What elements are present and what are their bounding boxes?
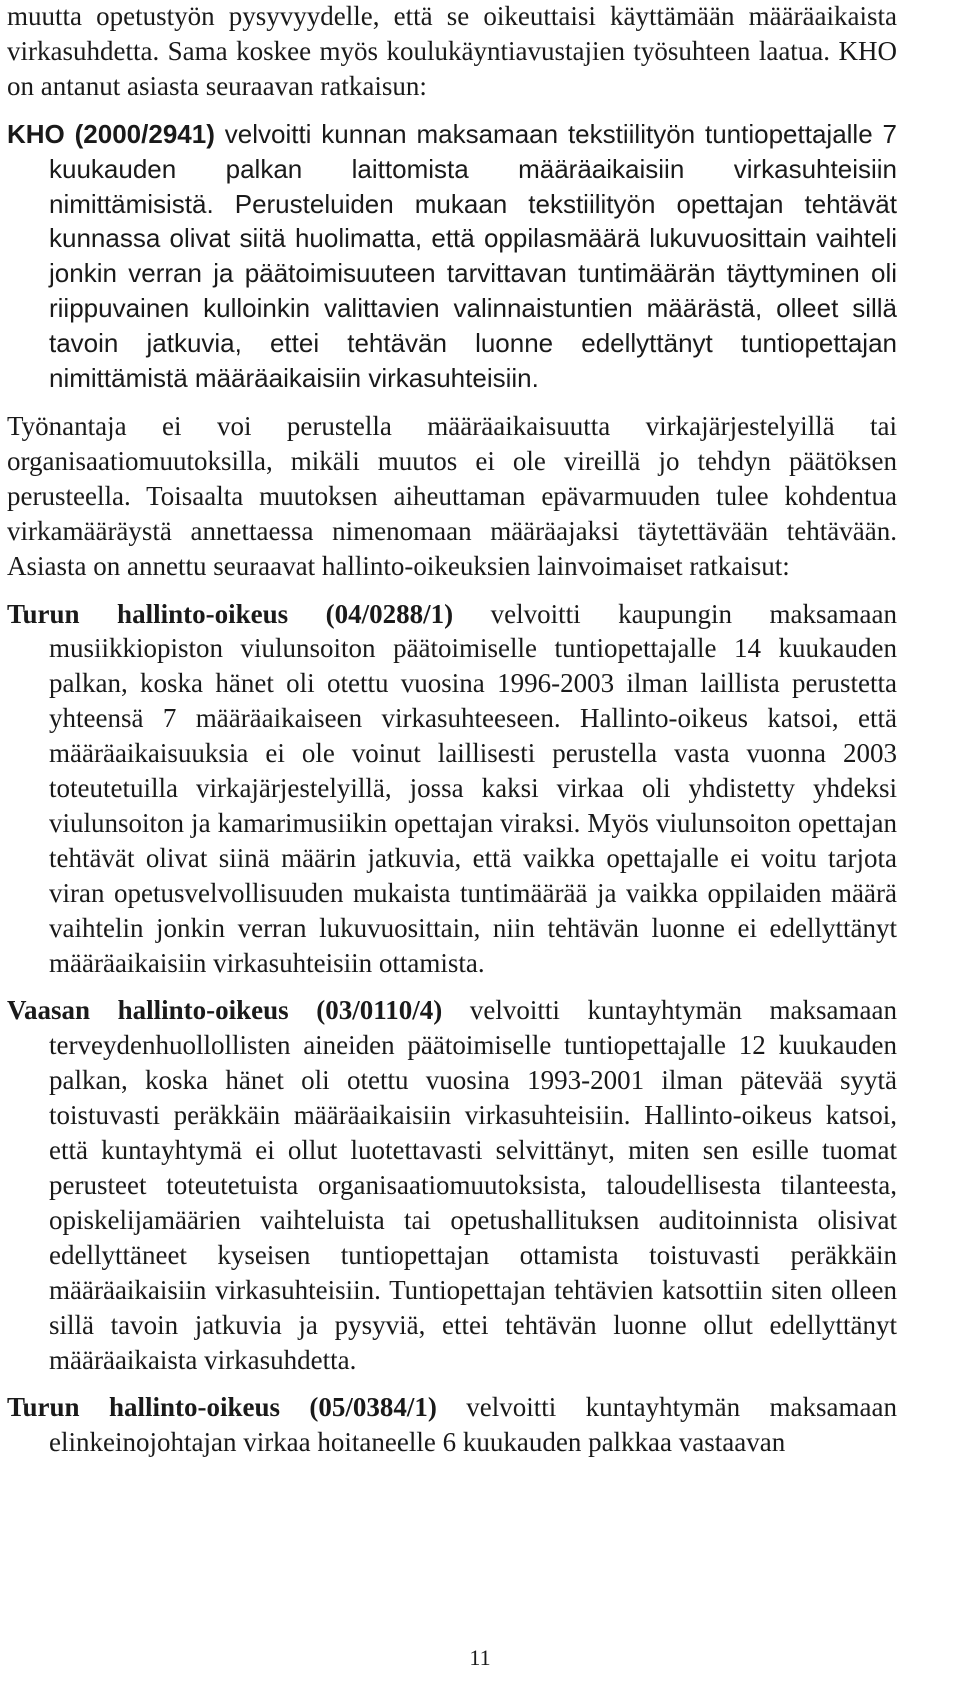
case-body: velvoitti kuntayhtymän maksamaan terveydenhuollollisten aineiden päätoimiselle tuntiopettajalle 12 kuukauden palkan, koska hänet oli otettu vuosina 1993-2001 ilman pätevää syytä toistuvasti peräkkäin määräaikaisiin virkasuhteisiin. Hallinto-oikeus katsoi, että kuntayhtymä ei ollut luotettavasti selvittänyt, miten sen esille tuomat perusteet toteutetuista organisaatiomuutoksista, taloudellisesta tilanteesta, opiskelijamäärien vaihteluista tai opetushallituksen auditoinnista olisivat edellyttäneet kyseisen tuntiopettajan ottamista toistuvasti peräkkäin määräaikaisiin virkasuhteisiin. Tuntiopettajan tehtävien katsottiin siten olleen sillä tavoin jatkuvia ja pysyviä, ettei tehtävän luonne ollut edellyttänyt määräaikaista virkasuhdetta.	[49, 995, 897, 1375]
case-paragraph-turku-05	[7, 1390, 897, 1460]
middle-paragraph: Työnantaja ei voi perustella määräaikaisuutta virkajärjestelyillä tai organisaatiomuutoksilla, mikäli muutos ei ole vireillä jo tehdyn päätöksen perusteella. Toisaalta muutoksen aiheuttaman epävarmuuden tulee kohdentua virkamääräystä annettaessa nimenomaan määräajaksi täytettävään tehtävään. Asiasta on annettu seuraavat hallinto-oikeuksien lainvoimaiset ratkaisut:	[7, 410, 897, 581]
case-paragraph-vaasa-03	[7, 993, 897, 1377]
intro-paragraph: muutta opetustyön pysyvyydelle, että se oikeuttaisi käyttämään määräaikaista virkasuhdetta. Sama koskee myös koulukäyntiavustajien työsuhteen laatua. KHO on antanut asiasta seuraavan ratkaisun:	[7, 1, 897, 101]
case-heading: Vaasan hallinto-oikeus (03/0110/4)	[7, 995, 443, 1026]
case-paragraph-turku-04	[7, 597, 897, 981]
case-heading: Turun hallinto-oikeus (04/0288/1)	[7, 598, 454, 629]
case-body: velvoitti kuntayhtymän maksamaan elinkeinojohtajan virkaa hoitaneelle 6 kuukauden palkkaa vastaavan	[49, 1392, 897, 1458]
page-number: 11	[469, 1645, 491, 1670]
case-body: velvoitti kaupungin maksamaan musiikkiopiston viulunsoiton päätoimiselle tuntiopettajalle 14 kuukauden palkan, koska hänet oli otettu vuosina 1996-2003 ilman laillista perustetta yhteensä 7 määräaikaiseen virkasuhteeseen. Hallinto-oikeus katsoi, että määräaikaisuuksia ei ole voinut laillisesti perustella vasta vuonna 2003 toteutetuilla virkajärjestelyillä, jossa kaksi virkaa oli yhdistetty yhdeksi viulunsoiton ja kamarimusiikin opettajan viraksi. Myös viulunsoiton opettajan tehtävät olivat siinä määrin jatkuvia, että vaikka opettajalle ei voitu tarjota viran opetusvelvollisuuden mukaista tuntimäärää ja vaikka oppilaiden määrä vaihtelin jonkin verran lukuvuosittain, niin tehtävän luonne ei edellyttänyt määräaikaisiin virkasuhteisiin ottamista.	[49, 598, 897, 978]
kho-case-body: velvoitti kunnan maksamaan tekstiilityön tuntiopettajalle 7 kuukauden palkan laittomista määräaikaisiin virkasuhteisiin nimittämisistä. Perusteluiden mukaan tekstiilityön opettajan tehtävät kunnassa olivat siitä huolimatta, että oppilasmäärä lukuvuosittain vaihteli jonkin verran ja päätoimisuuteen tarvittavan tuntimäärän täyttyminen oli riippuvainen kulloinkin valittavien valinnaistuntien määrästä, olleet sillä tavoin jatkuvia, ettei tehtävän luonne edellyttänyt tuntiopettajan nimittämistä määräaikaisiin virkasuhteisiin.	[49, 118, 897, 394]
kho-case-heading: KHO (2000/2941)	[7, 118, 215, 149]
page-body	[7, 0, 897, 1460]
case-heading: Turun hallinto-oikeus (05/0384/1)	[7, 1392, 437, 1423]
kho-case-paragraph	[7, 117, 897, 396]
